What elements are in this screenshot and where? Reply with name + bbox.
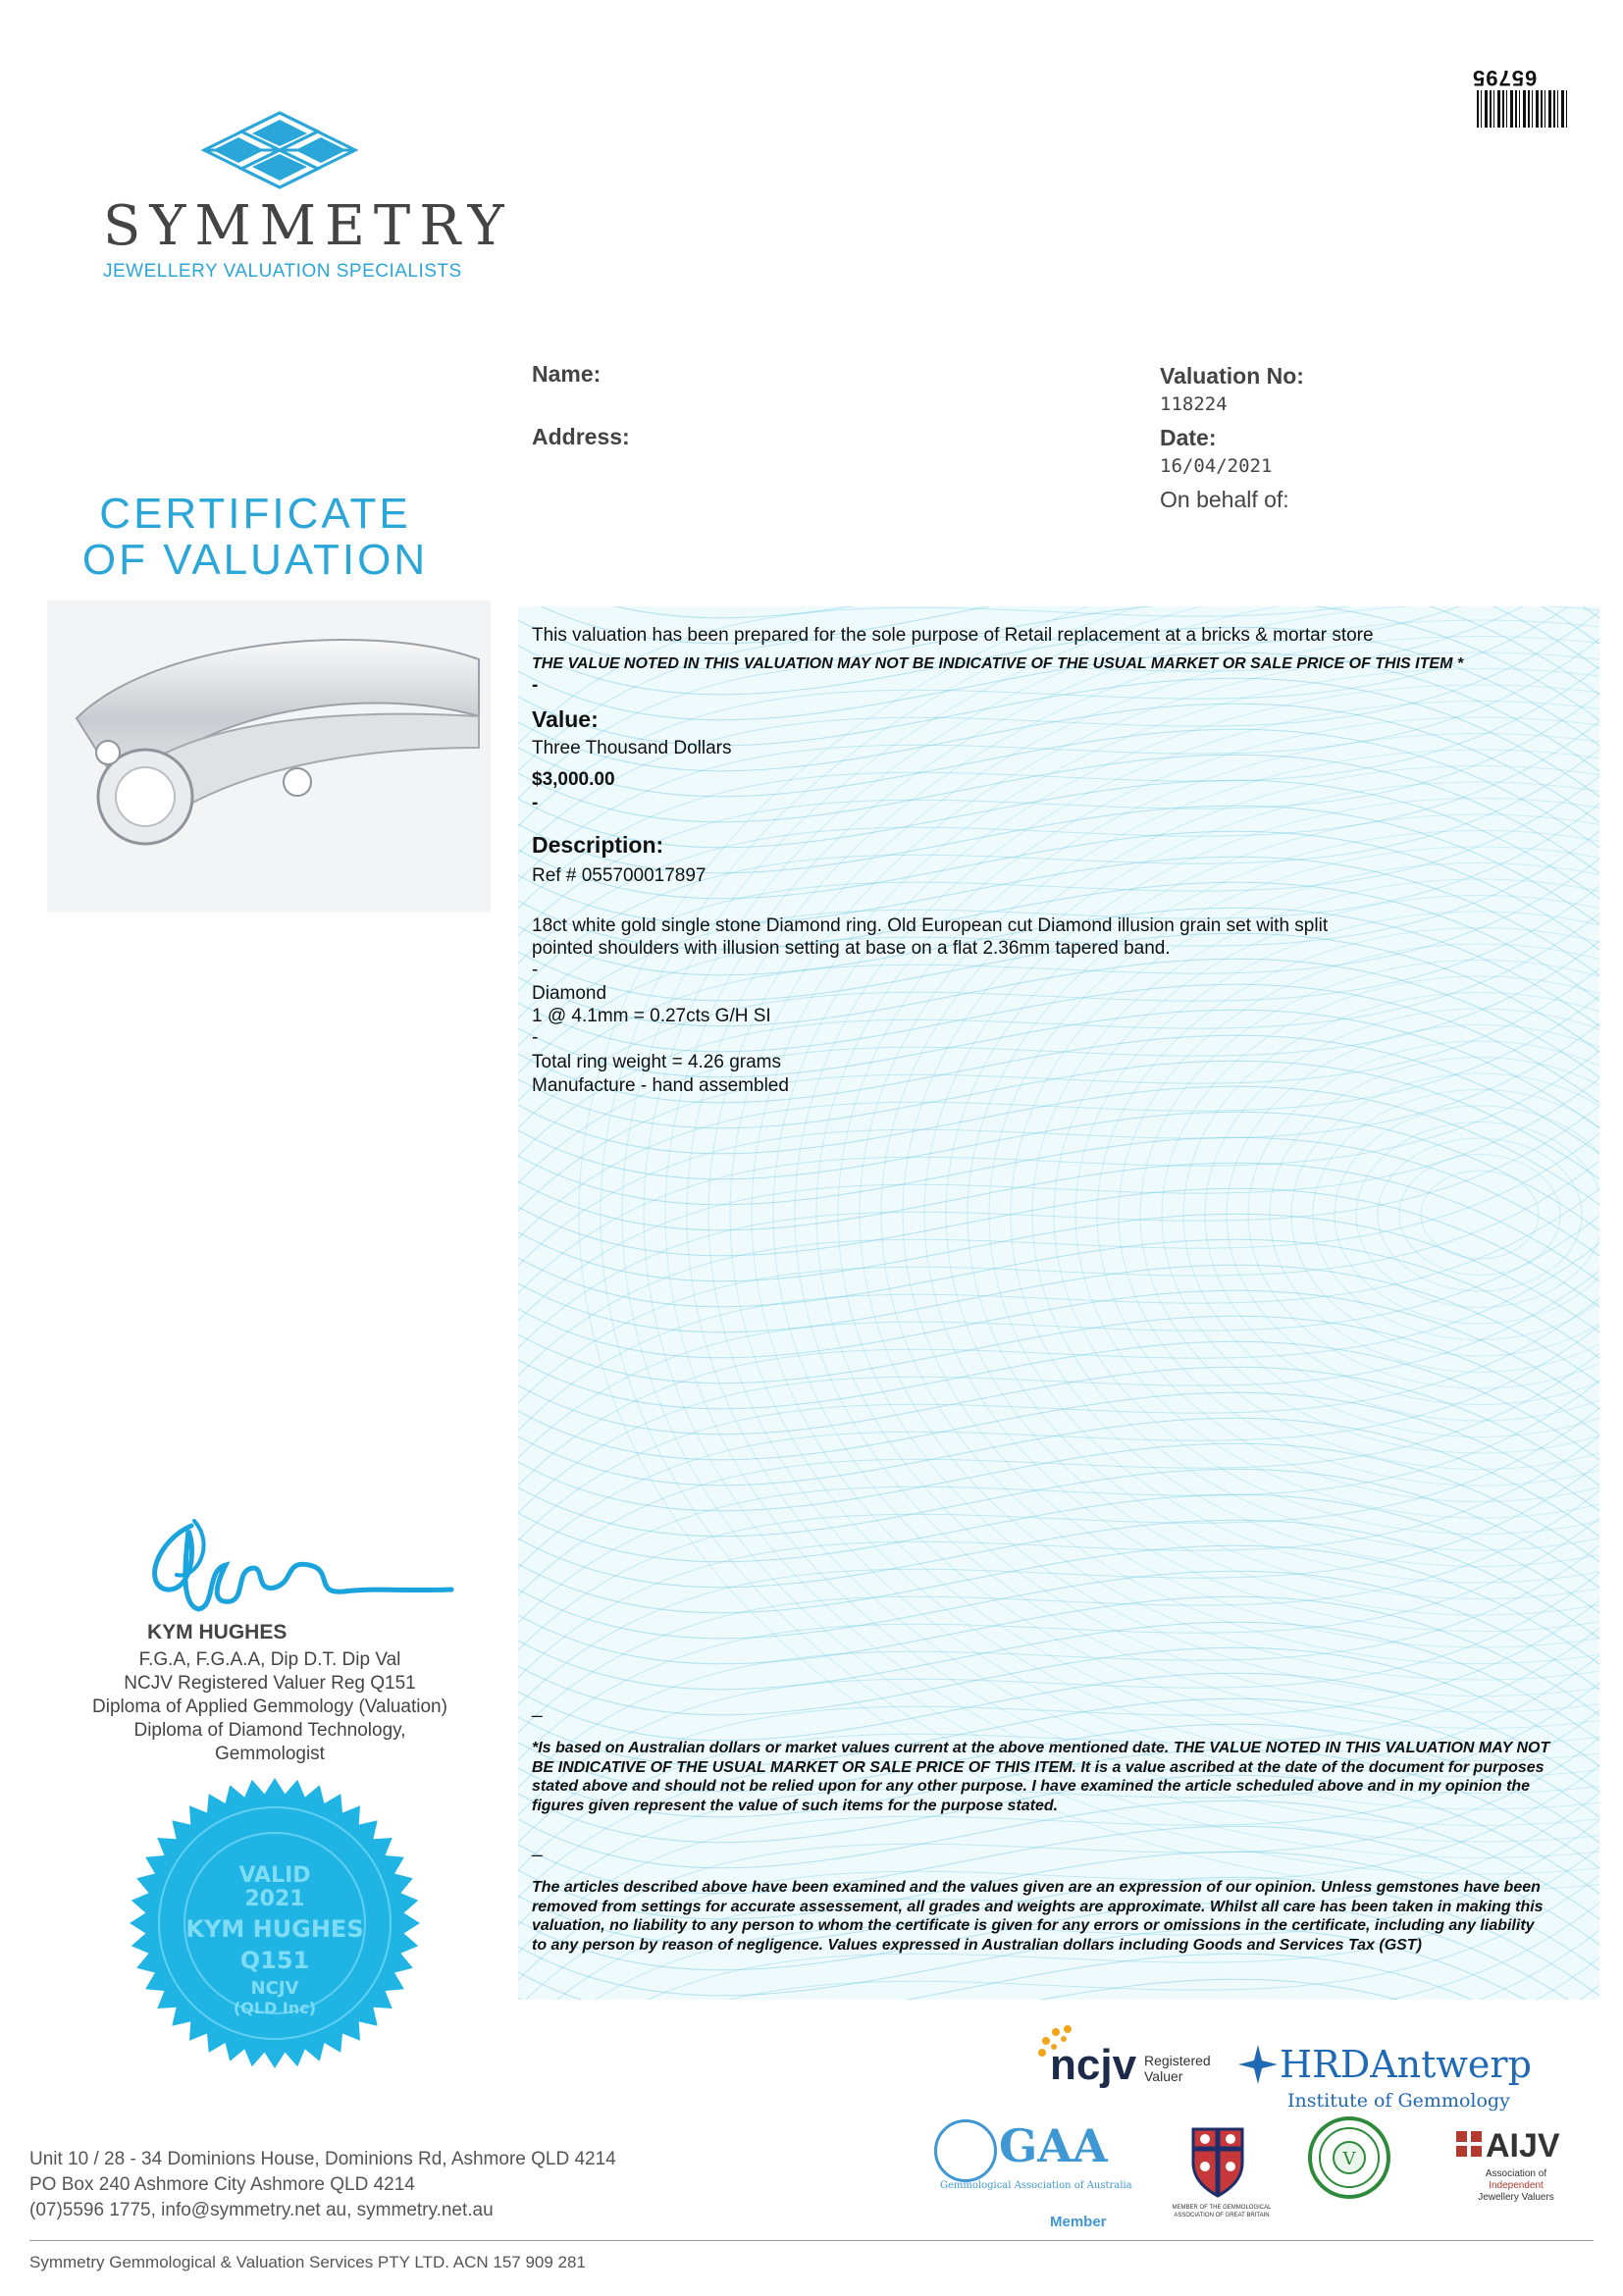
stone-detail: 1 @ 4.1mm = 0.27cts G/H SI [532, 1006, 771, 1026]
description-label: Description: [532, 832, 664, 858]
aijv-sub-line: Jewellery Valuers [1478, 2192, 1554, 2203]
ncjv-embossed-seal-icon [128, 1776, 422, 2070]
svg-text:V: V [1342, 2149, 1356, 2169]
gem-a-crest-text: MEMBER OF THE GEMMOLOGICAL ASSOCIATION OF GREAT BRITAIN [1172, 2205, 1272, 2218]
aijv-grid-icon [1456, 2131, 1482, 2157]
aijv-logo: AIJV [1486, 2127, 1560, 2165]
valuer-name: KYM HUGHES [147, 1621, 288, 1644]
seal-line: (QLD Inc) [233, 1999, 317, 2017]
qualification: NCJV Registered Valuer Reg Q151 [124, 1673, 416, 1694]
hrd-antwerp-logo: HRDAntwerp [1280, 2043, 1532, 2086]
separator-dash: - [532, 793, 539, 813]
gaa-member-label: Member [1050, 2214, 1107, 2230]
stone-type: Diamond [532, 983, 607, 1004]
gaa-subtitle: Gemmological Association of Australia [940, 2180, 1132, 2191]
separator-dash: - [532, 960, 539, 980]
hrd-star-icon [1238, 2045, 1278, 2084]
valuers-association-seal-icon [1307, 2115, 1391, 2200]
ncjv-registered-valuer [1144, 2053, 1211, 2084]
brand-tagline: JEWELLERY VALUATION SPECIALISTS [103, 261, 462, 282]
value-label: Value: [532, 706, 599, 732]
description-line-1: 18ct white gold single stone Diamond ring. Old European cut Diamond illusion grain set with split [532, 915, 1329, 936]
ncjv-sub-line: Registered [1144, 2053, 1211, 2068]
aijv-sub-line: Association of [1485, 2168, 1547, 2179]
footer-company: Symmetry Gemmological & Valuation Services PTY LTD. ACN 157 909 281 [29, 2253, 586, 2271]
gaa-logo: GAA [999, 2119, 1108, 2172]
fine-print-value-basis: *Is based on Australian dollars or market values current at the above mentioned date. THE VALUE NOTED IN THIS VALUATION MAY NOT BE INDICATIVE OF THE USUAL MARKET OR SALE PRICE OF THIS ITEM. It is a value ascribed at the date of the document for purposes stated above and should not be relied upon for any other purpose. I have examined the article scheduled above and in my opinion the figures given represent the value of such items for the purpose stated. [532, 1740, 1550, 1814]
seal-line: 2021 [244, 1887, 305, 1911]
certificate-title [59, 491, 451, 583]
certificate-title-line1: CERTIFICATE [99, 490, 411, 538]
ring-photo [47, 600, 491, 913]
date-label: Date: [1160, 425, 1217, 450]
footer-contact: (07)5596 1775, info@symmetry.net au, symmetry.net.au [29, 2200, 494, 2220]
barcode [1477, 90, 1567, 128]
footer-address-line-1: Unit 10 / 28 - 34 Dominions House, Dominions Rd, Ashmore QLD 4214 [29, 2149, 616, 2169]
manufacture: Manufacture - hand assembled [532, 1075, 789, 1096]
date: 16/04/2021 [1160, 455, 1273, 477]
valuation-no-label: Valuation No: [1160, 363, 1304, 389]
description-line-2: pointed shoulders with illusion setting at base on a flat 2.36mm tapered band. [532, 938, 1171, 959]
valuation-no: 118224 [1160, 393, 1228, 415]
qualification: Diploma of Applied Gemmology (Valuation) [92, 1696, 447, 1717]
ncjv-logo-text: ncjv [1050, 2041, 1137, 2089]
separator-dash: _ [532, 1837, 543, 1857]
name-label: Name: [532, 361, 602, 387]
ncjv-logo [1050, 2041, 1136, 2090]
qualification: F.G.A, F.G.A.A, Dip D.T. Dip Val [138, 1649, 401, 1670]
brand-name: SYMMETRY [103, 194, 513, 258]
valuation-purpose: This valuation has been prepared for the sole purpose of Retail replacement at a bricks & mortar store [532, 625, 1374, 646]
separator-dash: - [532, 675, 539, 696]
qualification: Gemmologist [215, 1744, 325, 1764]
separator-dash: - [532, 1027, 539, 1048]
seal-line: KYM HUGHES [185, 1915, 364, 1943]
barcode-number: 65795 [1472, 66, 1538, 90]
value-words: Three Thousand Dollars [532, 738, 732, 758]
value-disclaimer: THE VALUE NOTED IN THIS VALUATION MAY NOT BE INDICATIVE OF THE USUAL MARKET OR SALE PRICE OF THIS ITEM * [532, 655, 1464, 672]
footer-divider [29, 2240, 1594, 2241]
footer-address-line-2: PO Box 240 Ashmore City Ashmore QLD 4214 [29, 2174, 415, 2195]
separator-dash: _ [532, 1697, 543, 1718]
aijv-subtitle [1462, 2168, 1570, 2204]
diamond-logo-icon [201, 110, 358, 190]
ncjv-sub-line: Valuer [1144, 2068, 1183, 2084]
valuer-qualifications [49, 1648, 491, 1766]
certificate-title-line2: OF VALUATION [81, 536, 429, 584]
qualification: Diploma of Diamond Technology, [133, 1720, 406, 1741]
gaa-emblem-icon [934, 2119, 997, 2182]
valuer-signature [137, 1511, 461, 1619]
ring-weight: Total ring weight = 4.26 grams [532, 1052, 781, 1072]
gem-a-crest-icon [1187, 2119, 1248, 2198]
fine-print-liability: The articles described above have been examined and the values given are an expression of our opinion. Unless gemstones have been removed from settings for accurate assessement, all grades and weights are approximate. Whilst all care has been taken in making this valuation, no liability to any person to whom the certificate is given for any errors or omissions in the certificate, including any liability to any person by reason of negligence. Values expressed in Australian dollars including Goods and Services Tax (GST) [532, 1879, 1544, 1954]
address-label: Address: [532, 424, 630, 449]
aijv-sub-line: Independent [1489, 2180, 1544, 2191]
reference-number: Ref # 055700017897 [532, 865, 707, 886]
seal-line: NCJV [250, 1978, 299, 1999]
hrd-subtitle: Institute of Gemmology [1287, 2090, 1510, 2112]
on-behalf-label: On behalf of: [1160, 487, 1289, 512]
seal-line: VALID [238, 1863, 311, 1888]
value-amount: $3,000.00 [532, 769, 615, 790]
seal-line: Q151 [239, 1947, 310, 1974]
